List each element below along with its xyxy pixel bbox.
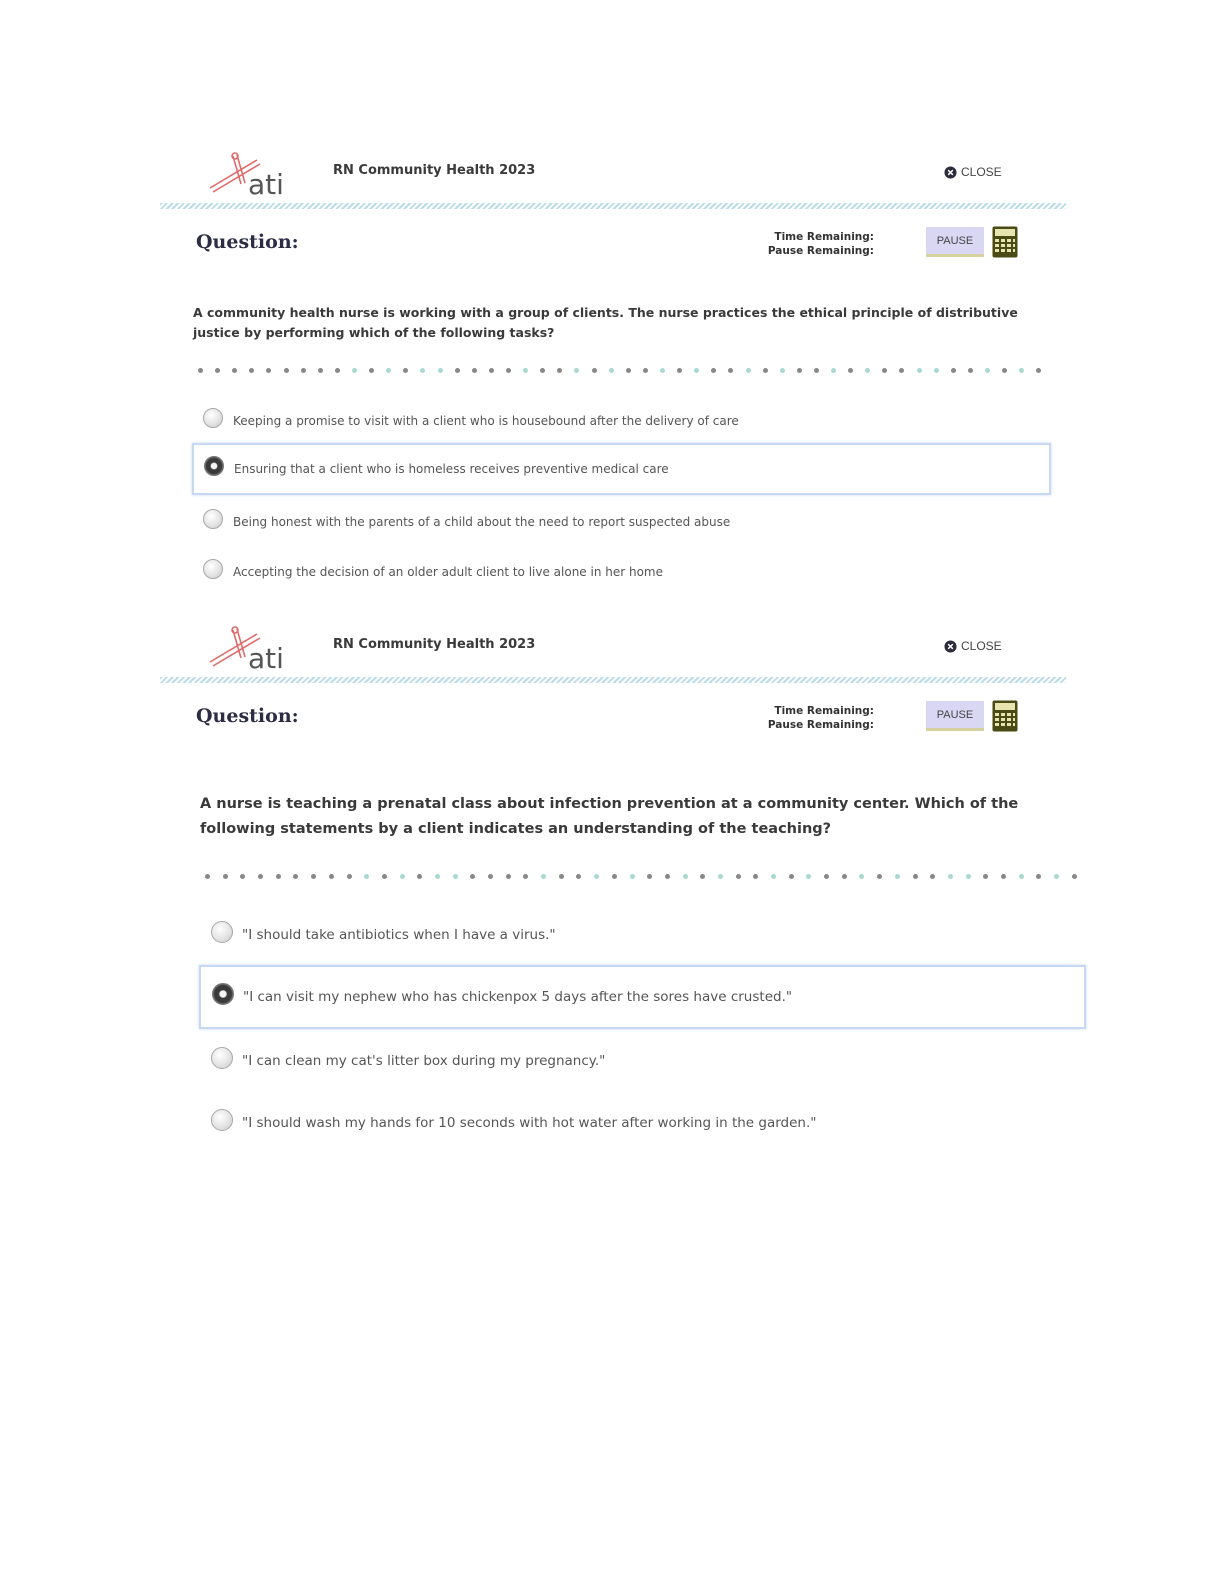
answer-option-label: Keeping a promise to visit with a client who is housebound after the delivery of care <box>233 414 739 428</box>
question-stem: A community health nurse is working with a group of clients. The nurse practices the ethical principle of distributive justice by performing which of the following tasks? <box>193 305 1018 340</box>
pause-remaining-label: Pause Remaining: <box>767 719 874 731</box>
close-button[interactable] <box>944 165 1002 179</box>
answer-option-3[interactable] <box>200 1038 1086 1084</box>
answer-option-3[interactable] <box>193 504 1051 540</box>
radio-unselected-icon[interactable] <box>203 559 223 579</box>
app-title: RN Community Health 2023 <box>333 163 536 178</box>
answer-option-4[interactable] <box>200 1100 1086 1146</box>
answer-option-2[interactable] <box>192 443 1051 495</box>
calculator-icon[interactable] <box>992 226 1018 258</box>
answer-option-1[interactable] <box>193 403 1051 439</box>
answer-option-label: "I should wash my hands for 10 seconds with hot water after working in the garden." <box>242 1115 817 1131</box>
timers <box>760 230 874 258</box>
ati-logo <box>205 624 295 674</box>
answer-option-label: "I can clean my cat's litter box during my pregnancy." <box>242 1053 606 1069</box>
answer-option-label: Ensuring that a client who is homeless receives preventive medical care <box>234 462 669 476</box>
header-divider <box>160 677 1066 683</box>
question-heading: Question: <box>196 705 299 727</box>
app-title: RN Community Health 2023 <box>333 637 536 652</box>
svg-text:ati: ati <box>248 168 284 200</box>
calculator-icon[interactable] <box>992 700 1018 732</box>
answer-option-2[interactable] <box>199 965 1086 1029</box>
timers <box>760 704 874 732</box>
time-remaining-label: Time Remaining: <box>774 705 874 717</box>
dotted-separator <box>205 874 1077 879</box>
close-label: CLOSE <box>961 639 1002 653</box>
radio-unselected-icon[interactable] <box>211 921 233 943</box>
pause-button[interactable]: PAUSE <box>926 701 984 731</box>
close-circle-icon <box>944 640 957 653</box>
radio-selected-icon[interactable] <box>204 456 224 476</box>
answer-option-label: Accepting the decision of an older adult client to live alone in her home <box>233 565 664 579</box>
dotted-separator <box>198 368 1042 373</box>
radio-unselected-icon[interactable] <box>211 1109 233 1131</box>
question-stem: A nurse is teaching a prenatal class about infection prevention at a community center. Which of the following statements by a client indicates an understanding of the teaching? <box>200 796 1019 837</box>
ati-logo <box>205 150 295 200</box>
answer-option-label: "I can visit my nephew who has chickenpox 5 days after the sores have crusted." <box>243 989 793 1005</box>
answer-option-label: "I should take antibiotics when I have a virus." <box>242 927 556 943</box>
close-label: CLOSE <box>961 165 1002 179</box>
radio-unselected-icon[interactable] <box>211 1047 233 1069</box>
radio-selected-icon[interactable] <box>212 983 234 1005</box>
close-button[interactable] <box>944 639 1002 653</box>
close-circle-icon <box>944 166 957 179</box>
pause-remaining-label: Pause Remaining: <box>767 245 874 257</box>
answer-option-4[interactable] <box>193 554 1051 590</box>
answer-option-label: Being honest with the parents of a child about the need to report suspected abuse <box>233 515 731 529</box>
header-divider <box>160 203 1066 209</box>
svg-text:ati: ati <box>248 642 284 674</box>
time-remaining-label: Time Remaining: <box>774 231 874 243</box>
radio-unselected-icon[interactable] <box>203 408 223 428</box>
radio-unselected-icon[interactable] <box>203 509 223 529</box>
question-heading: Question: <box>196 231 299 253</box>
answer-option-1[interactable] <box>200 912 1086 958</box>
pause-button[interactable]: PAUSE <box>926 227 984 257</box>
